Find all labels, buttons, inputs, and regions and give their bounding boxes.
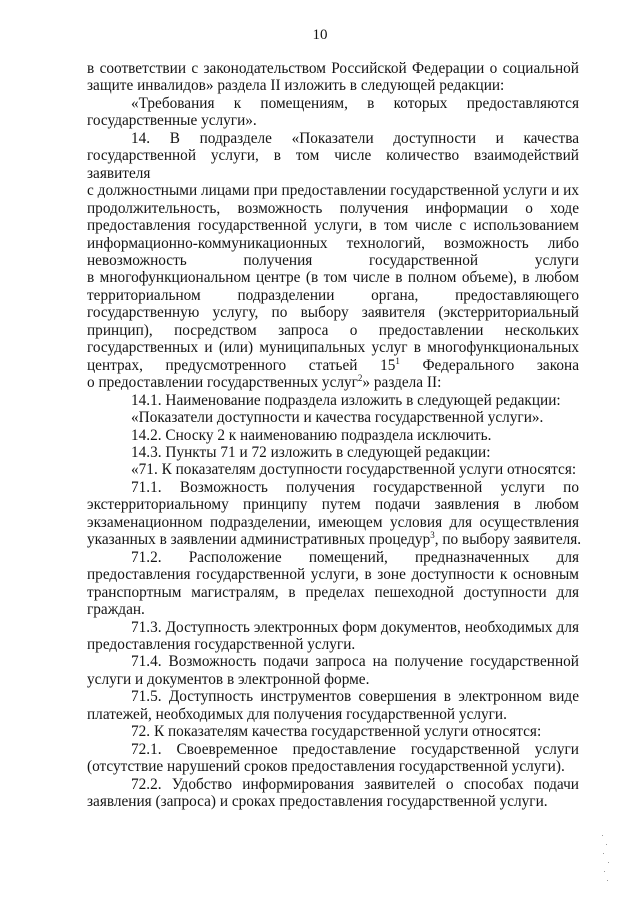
text-line xyxy=(87,357,579,374)
text-fragment: Федерального закона xyxy=(399,356,579,374)
text-line: принцип), посредством запроса о предоставлении нескольких xyxy=(87,321,579,339)
text-line: 14.2. Сноску 2 к наименованию подраздела исключить. xyxy=(131,426,492,444)
paragraph-71 xyxy=(87,461,579,478)
paragraph-14-1 xyxy=(87,392,579,409)
text-line: продолжительность, возможность получения информации о ходе xyxy=(87,199,579,217)
text-line: предоставления государственной услуги, в зоне доступности к основным xyxy=(87,566,579,584)
text-line: в соответствии с законодательством Российской Федерации о социальной xyxy=(87,60,579,77)
text-line: в многофункциональном центре (в том числе в полном объеме), в любом xyxy=(87,269,579,287)
scan-speckles xyxy=(600,835,612,885)
paragraph-14-3 xyxy=(87,444,579,461)
text-line: (отсутствие нарушений сроков предоставления государственной услуги). xyxy=(87,758,565,776)
text-fragment: указанных в заявлении административных процедур xyxy=(87,531,431,549)
paragraph-14 xyxy=(87,130,579,392)
text-line: платежей, необходимых для получения государственной услуги. xyxy=(87,705,507,723)
text-line: предоставления государственной услуги. xyxy=(87,635,356,653)
paragraph-intro xyxy=(87,60,579,95)
text-line: 71.1. Возможность получения государственной услуги по xyxy=(131,478,579,496)
paragraph-71-3 xyxy=(87,619,579,654)
paragraph-14-2 xyxy=(87,427,579,444)
footnote-ref: 3 xyxy=(430,530,435,541)
text-line: «Требования к помещениям, в которых предоставляются xyxy=(131,94,579,112)
text-line: государственной услуги, в том числе количество взаимодействий заявителя xyxy=(87,147,579,182)
text-line: государственные услуги». xyxy=(87,112,257,130)
text-fragment: , по выбору заявителя. xyxy=(434,531,582,549)
text-line: 14.1. Наименование подраздела изложить в следующей редакции: xyxy=(131,391,561,409)
footnote-ref: 1 xyxy=(395,355,400,366)
text-line: информационно-коммуникационных технологий, возможность либо xyxy=(87,234,579,252)
text-line: 14.3. Пункты 71 и 72 изложить в следующей редакции: xyxy=(131,443,491,461)
text-line: экзаменационном подразделении, имеющем условия для осуществления xyxy=(87,513,579,531)
text-line xyxy=(87,374,579,391)
page-number: 10 xyxy=(312,27,328,43)
text-line: 14. В подразделе «Показатели доступности и качества xyxy=(131,129,579,147)
text-line: 72.1. Своевременное предоставление государственной услуги xyxy=(131,740,579,758)
text-line: услуги и документов в электронной форме. xyxy=(87,670,370,688)
text-fragment: » раздела II: xyxy=(362,374,442,392)
paragraph-71-2 xyxy=(87,549,579,619)
paragraph-71-4 xyxy=(87,653,579,688)
text-line: с должностными лицами при предоставлении государственной услуги и их xyxy=(87,182,579,200)
paragraph-requirements xyxy=(87,95,579,130)
text-fragment: центрах, предусмотренного статьей 15 xyxy=(87,356,396,374)
paragraph-72 xyxy=(87,723,579,740)
text-line: 72.2. Удобство информирования заявителей о способах подачи xyxy=(131,775,579,793)
text-line: государственную услугу, по выбору заявителя (экстерриториальный xyxy=(87,304,579,322)
text-line: заявления (запроса) и сроках предоставления государственной услуги. xyxy=(87,793,548,811)
text-line: граждан. xyxy=(87,601,145,619)
text-line: территориальном подразделении органа, предоставляющего xyxy=(87,286,579,304)
text-line: 72. К показателям качества государственной услуги относятся: xyxy=(131,723,542,741)
paragraph-71-1 xyxy=(87,478,582,549)
paragraph-72-2 xyxy=(87,776,579,811)
paragraph-71-5 xyxy=(87,688,579,723)
text-line: 71.4. Возможность подачи запроса на получение государственной xyxy=(131,653,579,671)
text-line: невозможность получения государственной услуги xyxy=(87,251,579,269)
paragraph-title-quote xyxy=(87,409,579,426)
footnote-ref: 2 xyxy=(357,373,363,384)
document-body xyxy=(87,60,582,811)
paragraph-72-1 xyxy=(87,741,579,776)
text-line: «71. К показателям доступности государственной услуги относятся: xyxy=(131,461,577,479)
text-line xyxy=(87,530,582,549)
text-line: 71.3. Доступность электронных форм документов, необходимых для xyxy=(131,618,579,636)
text-line: государственных и (или) муниципальных услуг в многофункциональных xyxy=(87,339,579,357)
text-line: 71.5. Доступность инструментов совершения в электронном виде xyxy=(131,688,579,706)
text-line: транспортным магистралям, в пределах пешеходной доступности для xyxy=(87,583,579,601)
text-line: экстерриториальному принципу путем подачи заявления в любом xyxy=(87,496,579,514)
text-line: предоставления государственной услуги, в том числе с использованием xyxy=(87,217,579,235)
text-line: 71.2. Расположение помещений, предназначенных для xyxy=(131,548,579,566)
text-line: «Показатели доступности и качества государственной услуги». xyxy=(131,409,544,427)
text-fragment: о предоставлении государственных услуг xyxy=(87,374,358,392)
text-line: защите инвалидов» раздела II изложить в следующей редакции: xyxy=(87,77,505,95)
